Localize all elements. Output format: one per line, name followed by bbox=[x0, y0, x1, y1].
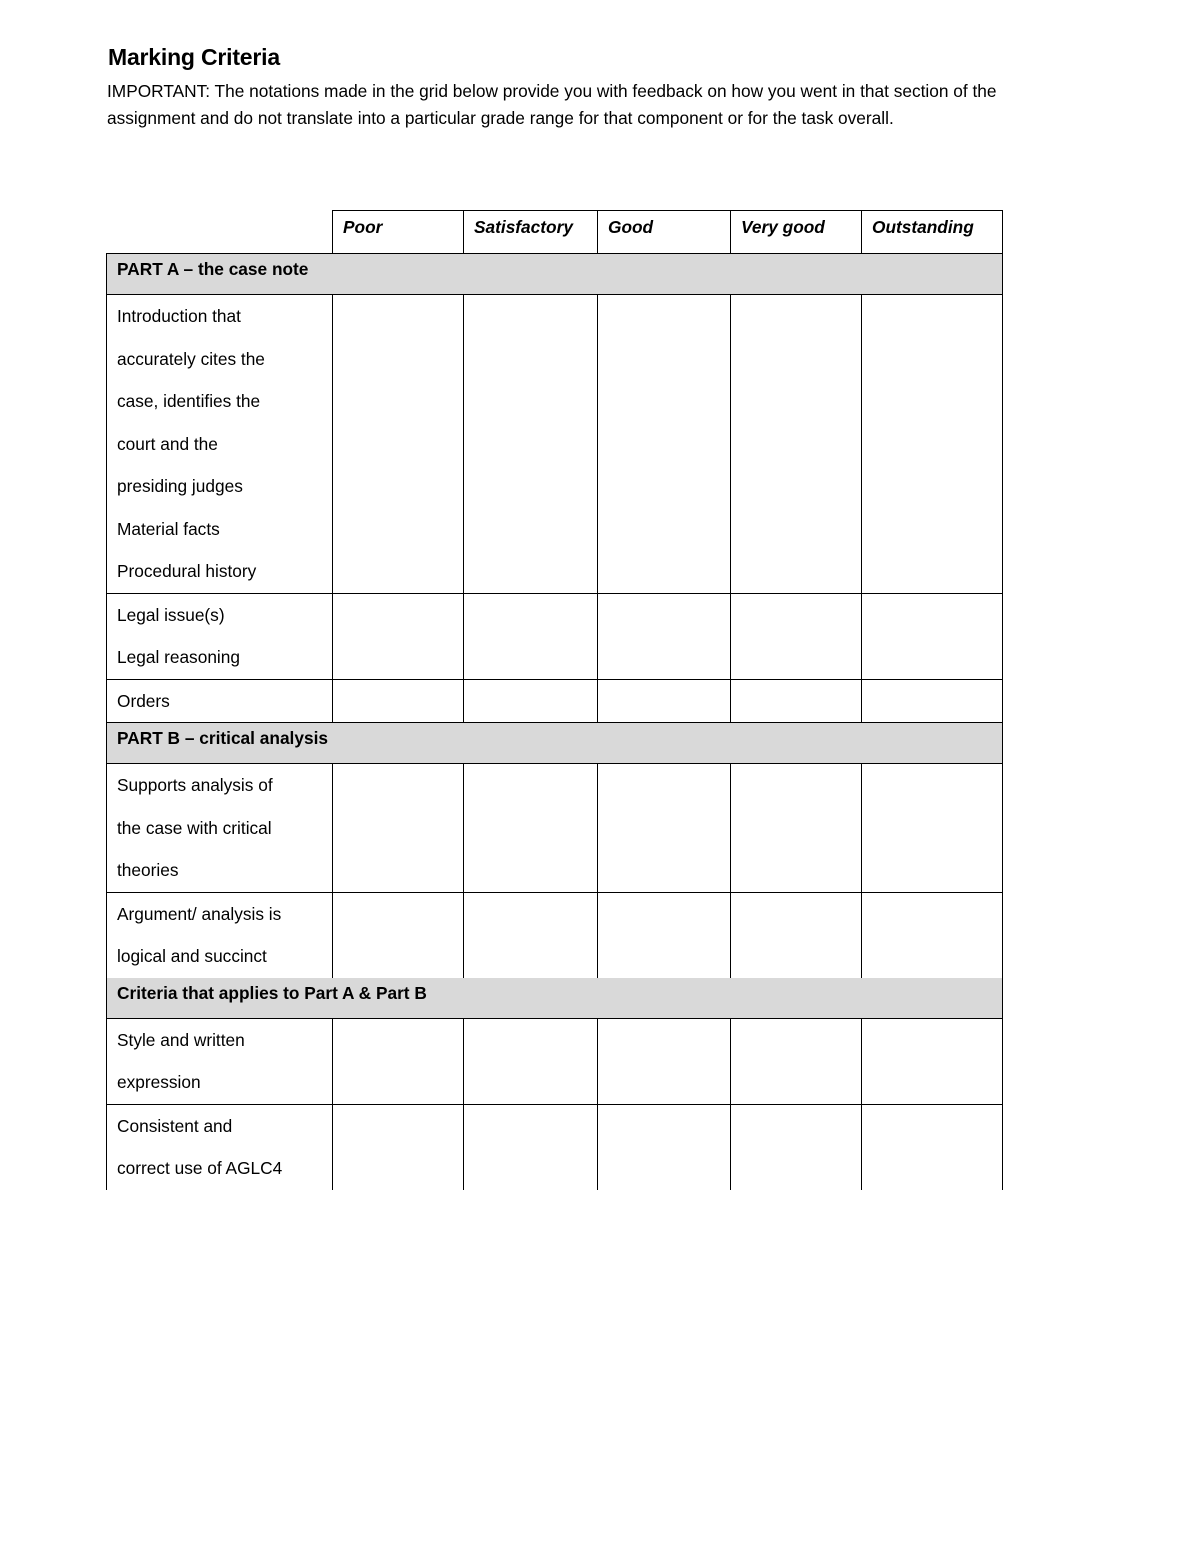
criterion-argument-analysis bbox=[107, 892, 333, 978]
grade-cell-good bbox=[598, 593, 731, 679]
header-corner-cell bbox=[107, 211, 333, 254]
grade-cell-good bbox=[598, 892, 731, 978]
grade-cell-good bbox=[598, 764, 731, 893]
grade-cell-very-good bbox=[731, 1018, 862, 1104]
criterion-row bbox=[107, 679, 1003, 723]
grade-cell-satisfactory bbox=[464, 295, 598, 594]
grade-cell-outstanding bbox=[862, 679, 1003, 723]
criterion-row bbox=[107, 764, 1003, 893]
grade-cell-outstanding bbox=[862, 892, 1003, 978]
level-poor: Poor bbox=[333, 211, 464, 254]
criterion-line: Legal issue(s) bbox=[117, 604, 225, 625]
level-satisfactory: Satisfactory bbox=[464, 211, 598, 254]
grade-cell-satisfactory bbox=[464, 764, 598, 893]
criterion-line: accurately cites the bbox=[117, 348, 265, 369]
grade-cell-satisfactory bbox=[464, 593, 598, 679]
criterion-line: court and the bbox=[117, 433, 218, 454]
criterion-supports-analysis bbox=[107, 764, 333, 893]
criterion-line: Material facts bbox=[117, 518, 220, 539]
grade-cell-satisfactory bbox=[464, 1018, 598, 1104]
grade-cell-poor bbox=[333, 892, 464, 978]
section-heading-row bbox=[107, 723, 1003, 764]
level-very-good: Very good bbox=[731, 211, 862, 254]
section-heading-part-b: PART B – critical analysis bbox=[107, 723, 1003, 764]
grade-cell-poor bbox=[333, 764, 464, 893]
grade-cell-very-good bbox=[731, 764, 862, 893]
grade-cell-very-good bbox=[731, 679, 862, 723]
criterion-line: theories bbox=[117, 860, 179, 880]
grade-cell-poor bbox=[333, 679, 464, 723]
grade-cell-satisfactory bbox=[464, 679, 598, 723]
criterion-line: logical and succinct bbox=[117, 946, 267, 966]
grade-cell-very-good bbox=[731, 892, 862, 978]
criterion-line: case, identifies the bbox=[117, 391, 261, 411]
criterion-line: Introduction that bbox=[117, 306, 241, 326]
grade-cell-poor bbox=[333, 593, 464, 679]
level-outstanding: Outstanding bbox=[862, 211, 1003, 254]
grade-cell-outstanding bbox=[862, 1018, 1003, 1104]
marking-criteria-table bbox=[106, 210, 1003, 1190]
criterion-orders bbox=[107, 679, 333, 723]
criterion-line: Argument/ analysis is bbox=[117, 903, 282, 924]
grade-cell-outstanding bbox=[862, 764, 1003, 893]
grade-cell-very-good bbox=[731, 1104, 862, 1190]
grade-cell-very-good bbox=[731, 593, 862, 679]
criterion-line: Orders bbox=[117, 690, 170, 711]
grade-cell-poor bbox=[333, 1018, 464, 1104]
criterion-style-expression bbox=[107, 1018, 333, 1104]
section-heading-row bbox=[107, 254, 1003, 295]
grade-cell-outstanding bbox=[862, 1104, 1003, 1190]
criterion-aglc4 bbox=[107, 1104, 333, 1190]
criterion-line: Supports analysis of bbox=[117, 775, 273, 795]
criterion-line: correct use of AGLC4 bbox=[117, 1158, 283, 1178]
criterion-row bbox=[107, 1018, 1003, 1104]
criterion-line: Style and written bbox=[117, 1029, 245, 1050]
header-row bbox=[107, 211, 1003, 254]
grade-cell-very-good bbox=[731, 295, 862, 594]
section-heading-part-a: PART A – the case note bbox=[107, 254, 1003, 295]
grade-cell-satisfactory bbox=[464, 1104, 598, 1190]
grade-cell-good bbox=[598, 1018, 731, 1104]
intro-paragraph: IMPORTANT: The notations made in the grid below provide you with feedback on how you went in that section of the assignment and do not translate into a particular grade range for that component or for the task overall. bbox=[107, 81, 997, 128]
grade-cell-poor bbox=[333, 1104, 464, 1190]
grade-cell-poor bbox=[333, 295, 464, 594]
criterion-line: presiding judges bbox=[117, 476, 243, 496]
criterion-line: the case with critical bbox=[117, 817, 272, 838]
criterion-row bbox=[107, 295, 1003, 594]
grade-cell-satisfactory bbox=[464, 892, 598, 978]
section-heading-both-parts: Criteria that applies to Part A & Part B bbox=[107, 978, 1003, 1019]
criterion-row bbox=[107, 1104, 1003, 1190]
criterion-legal-issues bbox=[107, 593, 333, 679]
page-title: Marking Criteria bbox=[108, 44, 280, 70]
grade-cell-good bbox=[598, 679, 731, 723]
criterion-row bbox=[107, 892, 1003, 978]
criterion-line: Procedural history bbox=[117, 561, 257, 581]
section-heading-row bbox=[107, 978, 1003, 1019]
criterion-line: expression bbox=[117, 1072, 201, 1092]
grade-cell-outstanding bbox=[862, 593, 1003, 679]
level-good: Good bbox=[598, 211, 731, 254]
criterion-line: Consistent and bbox=[117, 1115, 233, 1136]
criterion-row bbox=[107, 593, 1003, 679]
grade-cell-outstanding bbox=[862, 295, 1003, 594]
grade-cell-good bbox=[598, 295, 731, 594]
grade-cell-good bbox=[598, 1104, 731, 1190]
criterion-introduction bbox=[107, 295, 333, 594]
criterion-line: Legal reasoning bbox=[117, 647, 240, 667]
